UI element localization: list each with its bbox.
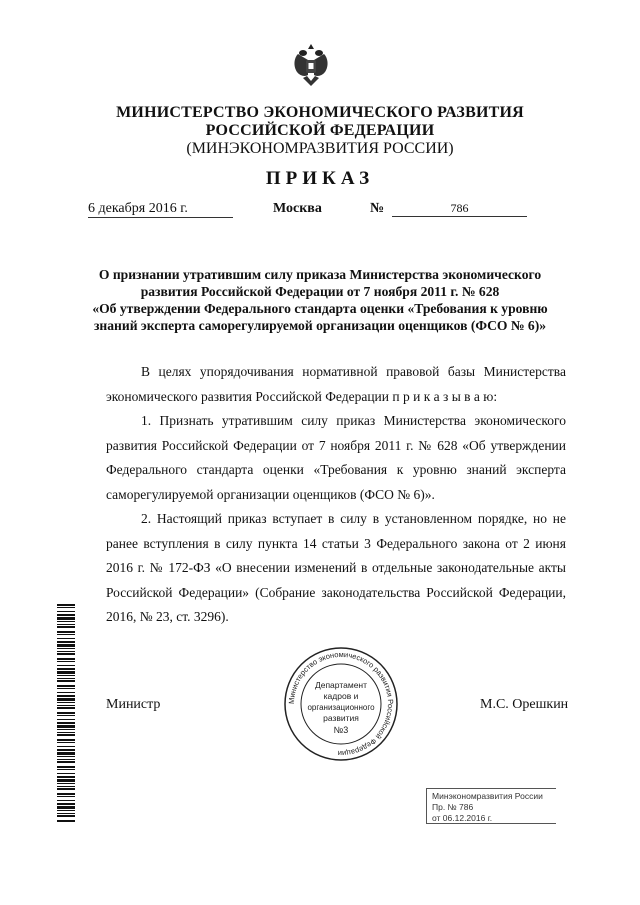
barcode-bar — [57, 776, 75, 778]
barcode-bar — [57, 793, 75, 795]
barcode-bar — [57, 665, 75, 666]
barcode-bar — [57, 653, 75, 655]
barcode-bar — [57, 638, 75, 639]
barcode-bar — [57, 651, 75, 652]
barcode-bar — [57, 815, 75, 817]
barcode-bar — [57, 725, 75, 728]
order-date-value: 6 декабря 2016 г. — [88, 201, 233, 218]
barcode-bar — [57, 641, 75, 643]
title-line-2: развития Российской Федерации от 7 ноября 2011 г. № 628 — [140, 284, 500, 299]
intro-paragraph: В целях упорядочивания нормативной правовой базы Министерства экономического развития Российской Федерации п р и к а з ы в а ю: — [106, 364, 566, 404]
barcode-bar — [57, 779, 75, 782]
barcode-bar — [57, 773, 75, 774]
order-city: Москва — [273, 201, 322, 216]
order-number — [392, 201, 527, 217]
barcode-bar — [57, 604, 75, 606]
department-stamp — [282, 645, 400, 763]
barcode — [57, 604, 75, 824]
title-line-3: «Об утверждении Федерального стандарта оценки «Требования к уровню — [92, 301, 548, 316]
stamp-line-5: №3 — [333, 725, 349, 735]
barcode-bar — [57, 707, 75, 709]
barcode-bar — [57, 621, 75, 622]
stamp-line-3: организационного — [307, 703, 375, 712]
barcode-bar — [57, 752, 75, 755]
stamp-line-2: кадров и — [323, 691, 359, 701]
barcode-bar — [57, 786, 75, 787]
title-line-1: О признании утратившим силу приказа Министерства экономического — [98, 267, 542, 282]
barcode-bar — [57, 678, 75, 679]
signatory-name: М.С. Орешкин — [480, 697, 569, 712]
order-number-value: 786 — [392, 201, 527, 217]
barcode-bar — [57, 705, 75, 706]
barcode-bar — [57, 810, 75, 811]
order-date — [88, 201, 233, 218]
barcode-bar — [57, 788, 75, 790]
barcode-bar — [57, 644, 75, 647]
barcode-bar — [57, 658, 75, 660]
barcode-bar — [57, 769, 75, 770]
stamp-line-4: развития — [323, 713, 359, 723]
barcode-bar — [57, 680, 75, 682]
barcode-bar — [57, 715, 75, 716]
barcode-bar — [57, 813, 75, 814]
barcode-bar — [57, 719, 75, 720]
barcode-bar — [57, 698, 75, 701]
barcode-bar — [57, 661, 75, 662]
registration-box — [426, 788, 556, 824]
barcode-bar — [57, 685, 75, 687]
ministry-name-line1: МИНИСТЕРСТВО ЭКОНОМИЧЕСКОГО РАЗВИТИЯ — [116, 104, 524, 121]
barcode-bar — [57, 756, 75, 757]
registration-line-2: Пр. № 786 — [432, 802, 474, 812]
barcode-bar — [57, 739, 75, 741]
barcode-bar — [57, 746, 75, 747]
barcode-bar — [57, 607, 75, 608]
barcode-bar — [57, 732, 75, 733]
barcode-bar — [57, 729, 75, 730]
barcode-bar — [57, 749, 75, 751]
barcode-bar — [57, 806, 75, 809]
barcode-bar — [57, 722, 75, 724]
ministry-short-name: (МИНЭКОНОМРАЗВИТИЯ РОССИИ) — [186, 140, 454, 157]
barcode-bar — [57, 761, 75, 763]
barcode-bar — [57, 634, 75, 635]
barcode-bar — [57, 800, 75, 801]
barcode-bar — [57, 766, 75, 768]
barcode-bar — [57, 611, 75, 612]
barcode-bar — [57, 692, 75, 693]
barcode-bar — [57, 702, 75, 703]
barcode-bar — [57, 631, 75, 633]
barcode-bar — [57, 671, 75, 674]
document-type-heading: ПРИКАЗ — [265, 168, 375, 189]
registration-line-3: от 06.12.2016 г. — [432, 813, 493, 823]
order-number-label: № — [370, 201, 385, 216]
barcode-bar — [57, 668, 75, 670]
coat-of-arms-emblem — [290, 40, 332, 90]
item-1-paragraph: 1. Признать утратившим силу приказ Министерства экономического развития Российской Федерации от 7 ноября 2011 г. № 628 «Об утверждении Федерального стандарта оценки «Требования к уровню знаний эксперта саморегулируемой организации оценщиков (ФСО № 6)». — [106, 413, 566, 502]
barcode-bar — [57, 759, 75, 760]
barcode-bar — [57, 783, 75, 784]
barcode-bar — [57, 648, 75, 649]
barcode-bar — [57, 675, 75, 676]
title-line-4: знаний эксперта саморегулируемой организации оценщиков (ФСО № 6)» — [93, 318, 547, 333]
barcode-bar — [57, 688, 75, 689]
barcode-bar — [57, 734, 75, 736]
ministry-name-line2: РОССИЙСКОЙ ФЕДЕРАЦИИ — [205, 122, 435, 139]
registration-line-1: Минэкономразвития России — [432, 791, 543, 801]
barcode-bar — [57, 712, 75, 714]
barcode-bar — [57, 614, 75, 616]
stamp-line-1: Департамент — [314, 680, 368, 690]
barcode-bar — [57, 803, 75, 805]
barcode-bar — [57, 695, 75, 697]
item-2-paragraph: 2. Настоящий приказ вступает в силу в установленном порядке, но не ранее вступления в силу пункта 14 статьи 3 Федерального закона от 2 июня 2016 г. № 172-ФЗ «О внесении изменений в отдельные законодательные акты Российской Федерации» (Собрание законодательства Российской Федерации, 2016, № 23, ст. 3296). — [106, 511, 566, 624]
barcode-bar — [57, 742, 75, 743]
stamp-ring-text: Министерство экономического развития Российской Федерации — [286, 649, 396, 759]
barcode-bar — [57, 796, 75, 797]
barcode-bar — [57, 624, 75, 625]
signatory-position: Министр — [106, 697, 161, 712]
barcode-bar — [57, 626, 75, 628]
barcode-bar — [57, 820, 75, 822]
barcode-bar — [57, 617, 75, 620]
